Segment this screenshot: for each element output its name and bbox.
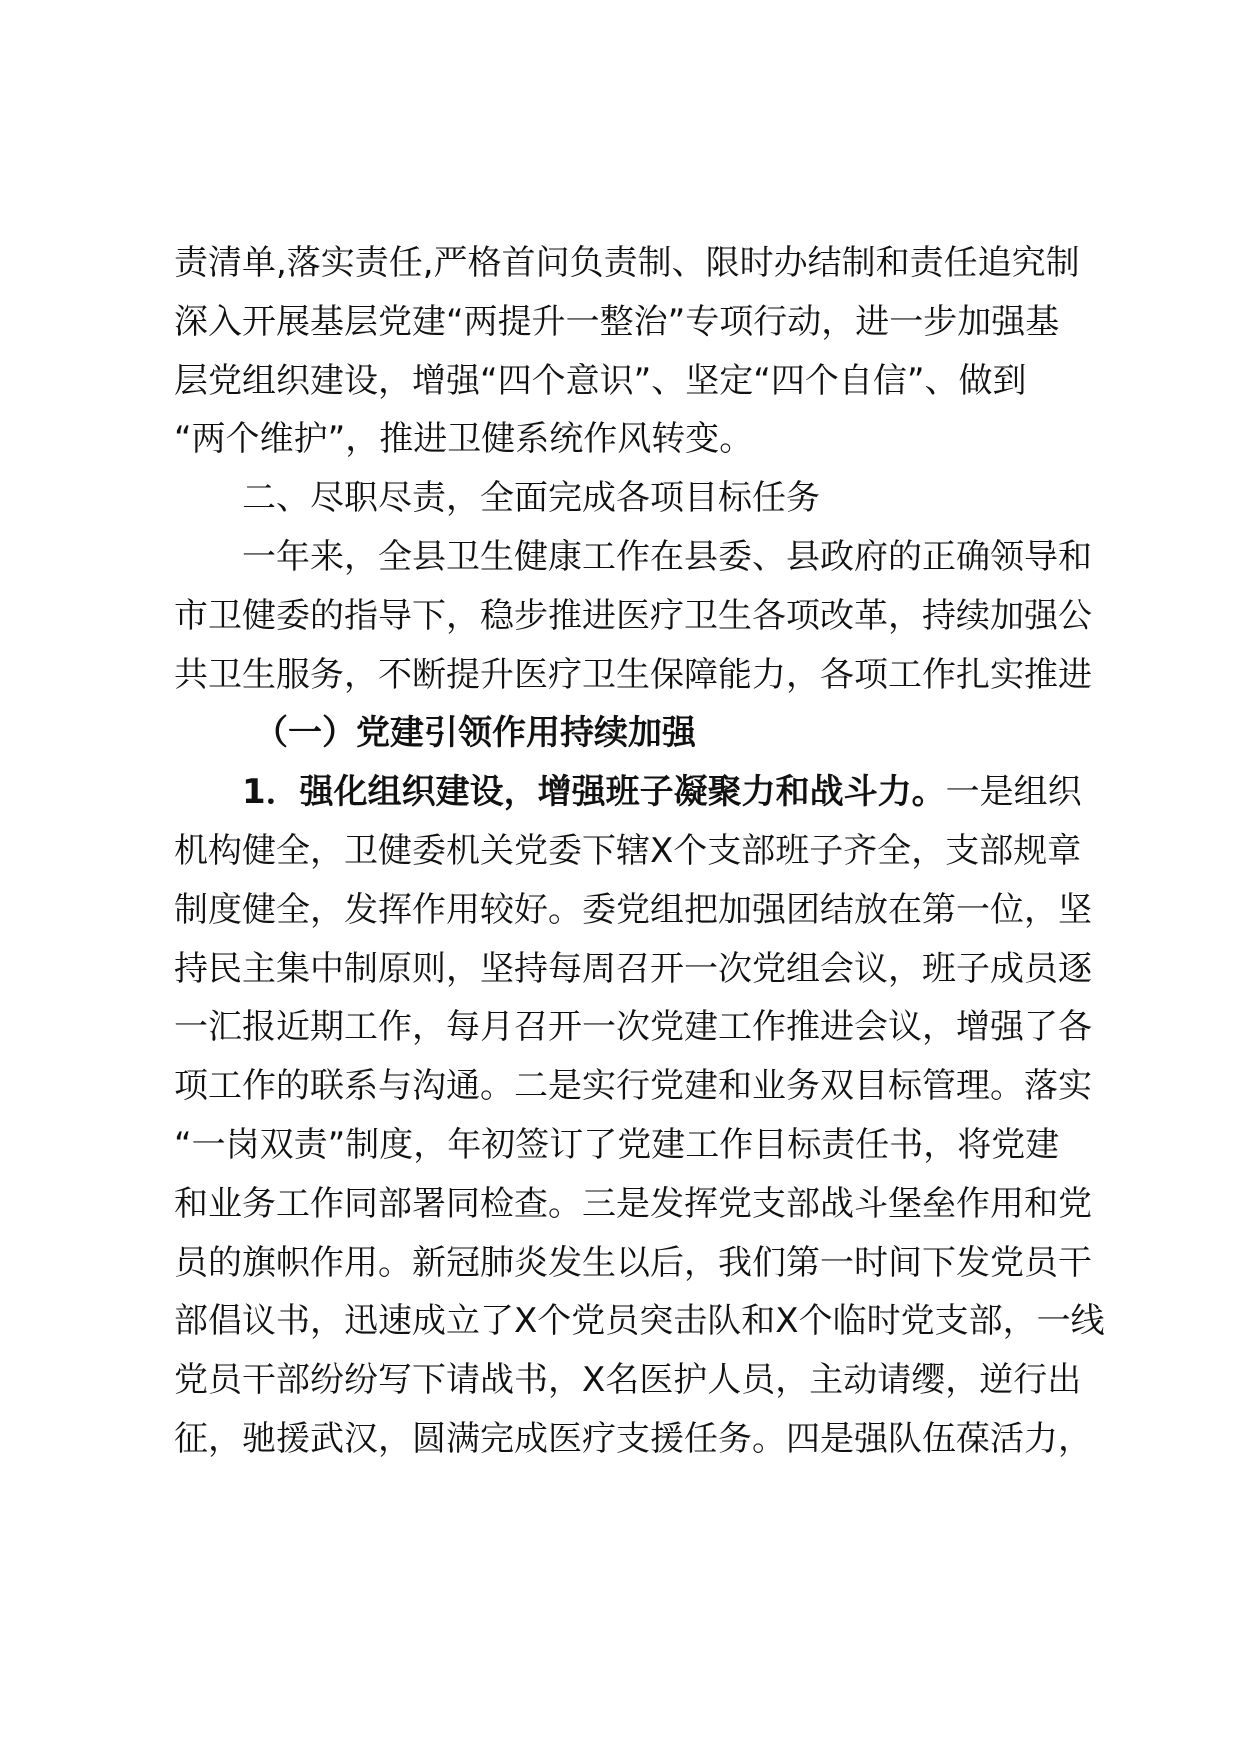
text-line: 机构健全，卫健委机关党委下辖X个支部班子齐全，支部规章	[174, 830, 1082, 871]
text-line: 市卫健委的指导下，稳步推进医疗卫生各项改革，持续加强公	[174, 595, 1092, 636]
text-line: 持民主集中制原则，坚持每周召开一次党组会议，班子成员逐	[174, 948, 1092, 989]
paragraph-lead-rest: 一是组织	[945, 772, 1082, 813]
section-heading-2: 二、尽职尽责，全面完成各项目标任务	[242, 478, 820, 519]
text-line: 党员干部纷纷写下请战书，X名医护人员，主动请缨，逆行出	[174, 1360, 1082, 1401]
text-line: 深入开展基层党建“两提升一整治”专项行动，进一步加强基	[174, 301, 1060, 342]
document-body	[174, 234, 1105, 1469]
text-line: 员的旗帜作用。新冠肺炎发生以后，我们第一时间下发党员干	[174, 1242, 1092, 1283]
text-line: 层党组织建设，增强“四个意识”、坚定“四个自信”、做到	[174, 360, 1027, 401]
subsection-heading: （一）党建引领作用持续加强	[254, 713, 696, 754]
paragraph-lead-line	[174, 763, 1094, 822]
text-line: 制度健全，发挥作用较好。委党组把加强团结放在第一位，坚	[174, 889, 1092, 930]
text-line: “两个维护”，推进卫健系统作风转变。	[174, 419, 754, 460]
text-line: 责清单,落实责任,严格首问负责制、限时办结制和责任追究制	[174, 243, 1080, 283]
text-line: 征，驰援武汉，圆满完成医疗支援任务。四是强队伍葆活力，	[174, 1418, 1092, 1459]
text-line: 一汇报近期工作，每月召开一次党建工作推进会议，增强了各	[174, 1007, 1092, 1048]
text-line: 共卫生服务，不断提升医疗卫生保障能力，各项工作扎实推进	[174, 654, 1092, 695]
text-line: 和业务工作同部署同检查。三是发挥党支部战斗堡垒作用和党	[174, 1183, 1092, 1224]
text-line: 项工作的联系与沟通。二是实行党建和业务双目标管理。落实	[174, 1066, 1092, 1107]
text-line: “一岗双责”制度，年初签订了党建工作目标责任书，将党建	[174, 1124, 1060, 1165]
text-line: 部倡议书，迅速成立了X个党员突击队和X个临时党支部，一线	[174, 1301, 1105, 1342]
paragraph-bold-lead: 1．强化组织建设，增强班子凝聚力和战斗力。	[242, 772, 946, 813]
text-line: 一年来，全县卫生健康工作在县委、县政府的正确领导和	[242, 536, 1092, 577]
